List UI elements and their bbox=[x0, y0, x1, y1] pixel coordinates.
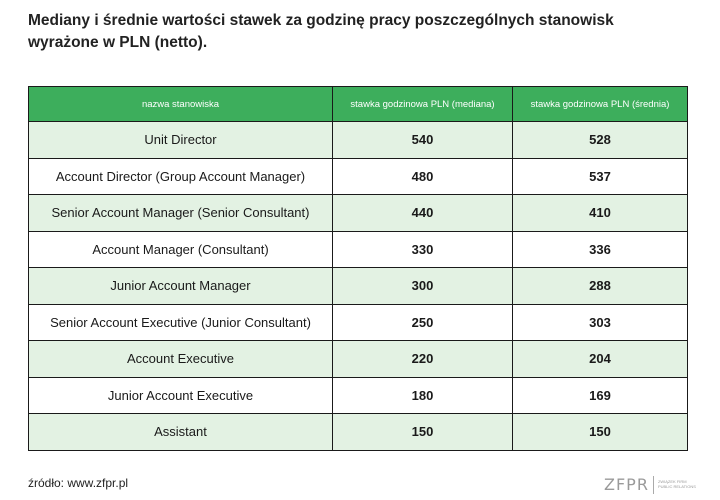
rates-table bbox=[28, 86, 688, 451]
logo-text: ZWIĄZEK FIRM PUBLIC RELATIONS bbox=[657, 478, 696, 489]
median-cell: 180 bbox=[333, 377, 513, 414]
table-row bbox=[29, 231, 688, 268]
position-cell: Account Director (Group Account Manager) bbox=[29, 158, 333, 195]
table-row bbox=[29, 158, 688, 195]
header-position: nazwa stanowiska bbox=[29, 87, 333, 122]
source-note: źródło: www.zfpr.pl bbox=[28, 476, 129, 490]
logo-mark: ZFPR bbox=[604, 475, 649, 494]
mean-cell: 303 bbox=[513, 304, 688, 341]
position-cell: Senior Account Executive (Junior Consultant) bbox=[29, 304, 333, 341]
header-mean: stawka godzinowa PLN (średnia) bbox=[513, 87, 688, 122]
median-cell: 330 bbox=[333, 231, 513, 268]
position-cell: Unit Director bbox=[29, 122, 333, 159]
median-cell: 440 bbox=[333, 195, 513, 232]
position-cell: Account Executive bbox=[29, 341, 333, 378]
median-cell: 150 bbox=[333, 414, 513, 451]
header-median: stawka godzinowa PLN (mediana) bbox=[333, 87, 513, 122]
mean-cell: 410 bbox=[513, 195, 688, 232]
page-title: Mediany i średnie wartości stawek za godzinę pracy poszczególnych stanowisk wyrażone w PLN (netto). bbox=[28, 12, 614, 51]
table-header-row bbox=[29, 87, 688, 122]
position-cell: Junior Account Manager bbox=[29, 268, 333, 305]
position-cell: Assistant bbox=[29, 414, 333, 451]
table-row bbox=[29, 122, 688, 159]
table-row bbox=[29, 304, 688, 341]
logo-divider bbox=[653, 476, 654, 494]
table-row bbox=[29, 414, 688, 451]
mean-cell: 336 bbox=[513, 231, 688, 268]
table-row bbox=[29, 377, 688, 414]
median-cell: 540 bbox=[333, 122, 513, 159]
mean-cell: 537 bbox=[513, 158, 688, 195]
zfpr-logo bbox=[604, 475, 698, 494]
mean-cell: 169 bbox=[513, 377, 688, 414]
median-cell: 480 bbox=[333, 158, 513, 195]
position-cell: Junior Account Executive bbox=[29, 377, 333, 414]
table-row bbox=[29, 195, 688, 232]
position-cell: Account Manager (Consultant) bbox=[29, 231, 333, 268]
median-cell: 300 bbox=[333, 268, 513, 305]
median-cell: 250 bbox=[333, 304, 513, 341]
mean-cell: 150 bbox=[513, 414, 688, 451]
mean-cell: 288 bbox=[513, 268, 688, 305]
position-cell: Senior Account Manager (Senior Consultant) bbox=[29, 195, 333, 232]
table-row bbox=[29, 268, 688, 305]
mean-cell: 204 bbox=[513, 341, 688, 378]
median-cell: 220 bbox=[333, 341, 513, 378]
table-row bbox=[29, 341, 688, 378]
mean-cell: 528 bbox=[513, 122, 688, 159]
